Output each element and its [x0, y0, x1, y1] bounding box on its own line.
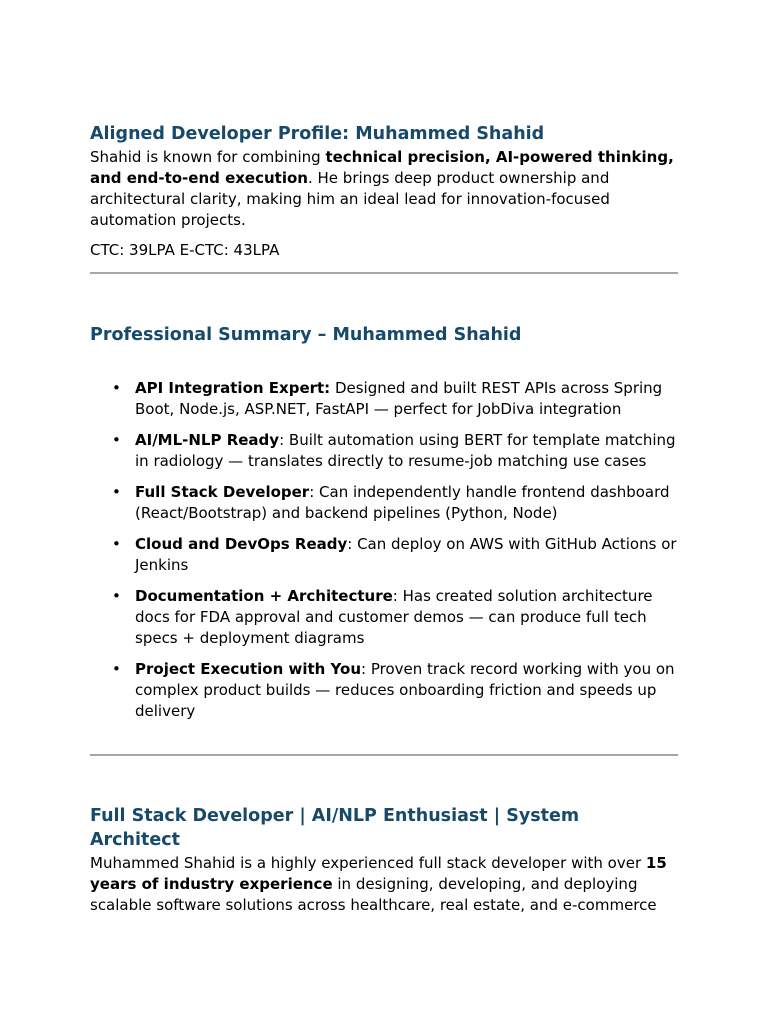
ctc-line: CTC: 39LPA E-CTC: 43LPA	[90, 241, 280, 259]
list-item-label: Cloud and DevOps Ready	[135, 535, 348, 553]
list-item-label: Full Stack Developer	[135, 483, 310, 501]
list-item-label: AI/ML-NLP Ready	[135, 431, 280, 449]
bullet-icon: •	[112, 431, 121, 449]
profile-paragraph-text-2: . He brings deep product ownership and architectural clarity, making him an ideal lead for innovation-focused automation projects.	[90, 169, 610, 229]
bullet-icon: •	[112, 660, 121, 678]
intro-paragraph	[90, 853, 678, 916]
bullet-icon: •	[112, 379, 121, 397]
list-item-text: : Built automation using BERT for template matching in radiology — translates directly to resume-job matching use cases	[135, 431, 676, 470]
list-item-text: Designed and built REST APIs across Spring Boot, Node.js, ASP.NET, FastAPI — perfect for JobDiva integration	[135, 379, 663, 418]
list-item-text: : Has created solution architecture docs for FDA approval and customer demos — can produce full tech specs + deployment diagrams	[135, 587, 653, 647]
list-item	[90, 482, 678, 524]
intro-paragraph-text-2: in designing, developing, and deploying scalable software solutions across healthcare, real estate, and e-commerce	[90, 875, 657, 914]
list-item-label: API Integration Expert:	[135, 379, 331, 397]
list-item-label: Project Execution with You	[135, 660, 362, 678]
profile-paragraph-text-1: Shahid is known for combining	[90, 148, 326, 166]
list-item-text: : Can independently handle frontend dashboard (React/Bootstrap) and backend pipelines (Python, Node)	[135, 483, 670, 522]
list-item-label: Documentation + Architecture	[135, 587, 393, 605]
profile-paragraph-bold: technical precision, AI-powered thinking, and end-to-end execution	[90, 148, 674, 187]
list-item-text: : Proven track record working with you on complex product builds — reduces onboarding friction and speeds up delivery	[135, 660, 675, 720]
list-item	[90, 534, 678, 576]
intro-paragraph-text-1: Muhammed Shahid is a highly experienced full stack developer with over	[90, 854, 646, 872]
section-divider	[90, 272, 678, 274]
bullet-icon: •	[112, 587, 121, 605]
bullet-icon: •	[112, 535, 121, 553]
list-item-text: : Can deploy on AWS with GitHub Actions or Jenkins	[135, 535, 677, 574]
list-item	[90, 659, 678, 722]
profile-paragraph	[90, 147, 678, 231]
list-item	[90, 430, 678, 472]
summary-heading: Professional Summary – Muhammed Shahid	[90, 325, 522, 345]
title-heading: Full Stack Developer | AI/NLP Enthusiast | System Architect	[90, 806, 580, 850]
summary-list	[90, 378, 678, 732]
list-item	[90, 586, 678, 649]
section-divider	[90, 754, 678, 756]
intro-paragraph-bold: 15 years of industry experience	[90, 854, 667, 893]
profile-heading: Aligned Developer Profile: Muhammed Shahid	[90, 124, 545, 144]
bullet-icon: •	[112, 483, 121, 501]
list-item	[90, 378, 678, 420]
